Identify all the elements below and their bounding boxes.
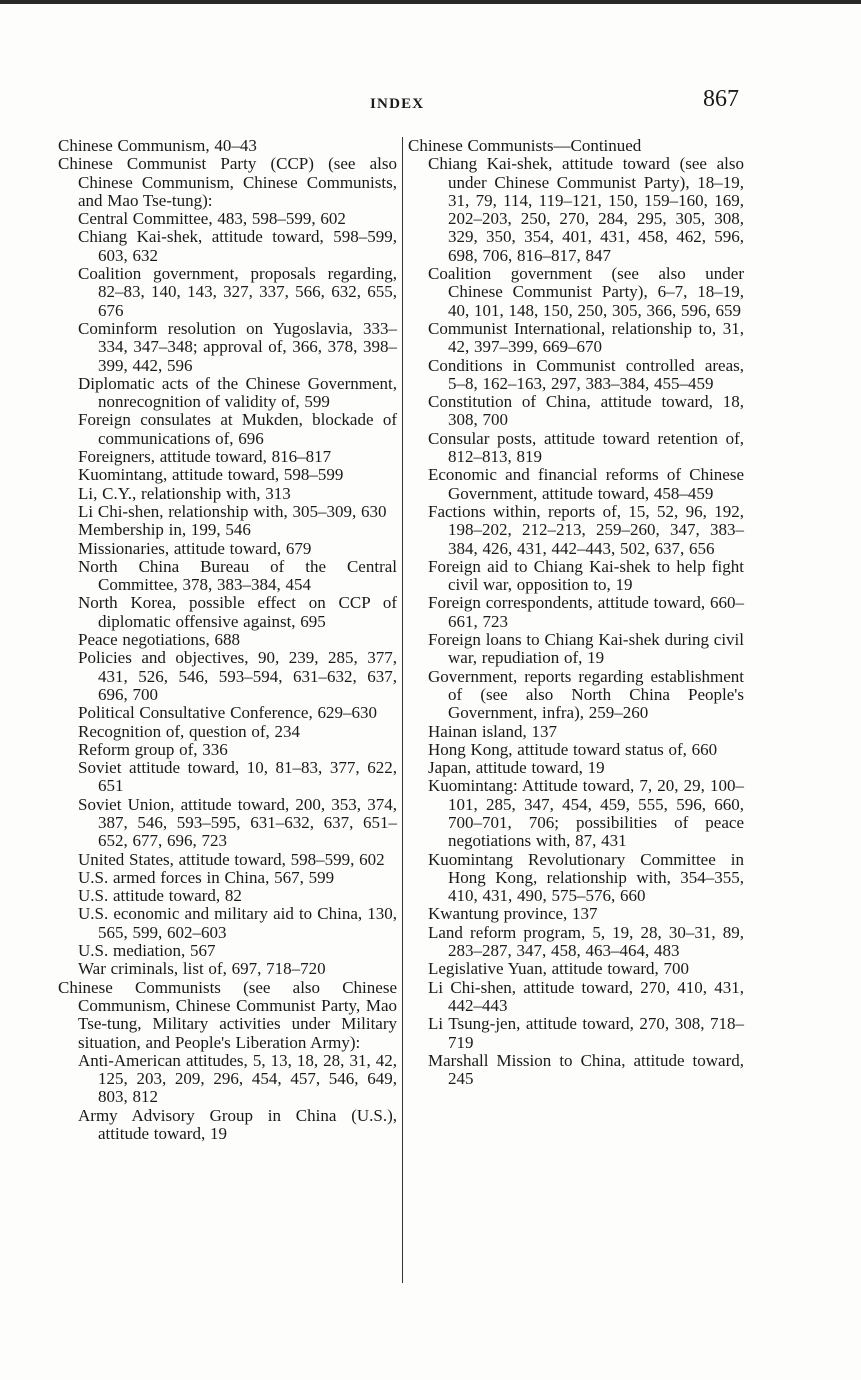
index-subentry: Diplomatic acts of the Chinese Government, nonrecognition of validity of, 599 xyxy=(78,373,397,412)
index-subentry: Government, reports regarding establishment of (see also North China People's Government, infra), 259–260 xyxy=(428,666,744,723)
index-subentry: War criminals, list of, 697, 718–720 xyxy=(78,959,326,979)
index-subentry: U.S. economic and military aid to China, 130, 565, 599, 602–603 xyxy=(78,904,397,942)
index-subentry: Missionaries, attitude toward, 679 xyxy=(78,538,312,558)
index-subentry: Constitution of China, attitude toward, 18, 308, 700 xyxy=(428,392,744,430)
index-subentry: Marshall Mission to China, attitude toward, 245 xyxy=(428,1050,744,1089)
index-subentry: Consular posts, attitude toward retention of, 812–813, 819 xyxy=(428,428,744,467)
index-subentry: Peace negotiations, 688 xyxy=(78,630,240,650)
index-subentry: Japan, attitude toward, 19 xyxy=(428,758,605,778)
index-subentry: Li, C.Y., relationship with, 313 xyxy=(78,483,291,503)
index-heading: Chinese Communists (see also Chinese Communism, Chinese Communist Party, Mao Tse-tung, Military activities under Military situation, and People's Liberation Army): xyxy=(58,977,397,1052)
index-subentry: Chiang Kai-shek, attitude toward, 598–599, 603, 632 xyxy=(78,227,397,265)
index-subentry: Political Consultative Conference, 629–630 xyxy=(78,703,377,723)
index-subentry: Li Chi-shen, attitude toward, 270, 410, 431, 442–443 xyxy=(428,977,744,1015)
top-border xyxy=(0,0,861,4)
index-heading: Chinese Communism, 40–43 xyxy=(58,136,257,155)
index-subentry: Membership in, 199, 546 xyxy=(78,520,251,540)
index-subentry: Hainan island, 137 xyxy=(428,721,557,741)
index-subentry: Anti-American attitudes, 5, 13, 18, 28, 31, 42, 125, 203, 209, 296, 454, 457, 546, 649, 803, 812 xyxy=(78,1050,397,1107)
index-subentry: Reform group of, 336 xyxy=(78,739,228,759)
running-head: INDEX xyxy=(370,96,425,112)
page-number: 867 xyxy=(703,86,739,112)
index-subentry: Kuomintang: Attitude toward, 7, 20, 29, 100–101, 285, 347, 454, 459, 555, 596, 660, 700–701, 706; possibilities of peace negotiations with, 87, 431 xyxy=(428,776,744,851)
index-subentry: Conditions in Communist controlled areas, 5–8, 162–163, 297, 383–384, 455–459 xyxy=(428,355,744,393)
index-subentry: U.S. armed forces in China, 567, 599 xyxy=(78,867,335,887)
index-subentry: Kuomintang, attitude toward, 598–599 xyxy=(78,465,344,485)
index-subentry: Economic and financial reforms of Chinese Government, attitude toward, 458–459 xyxy=(428,465,744,503)
index-subentry: Kwantung province, 137 xyxy=(428,904,598,924)
index-subentry: North China Bureau of the Central Committee, 378, 383–384, 454 xyxy=(78,556,397,595)
index-subentry: Army Advisory Group in China (U.S.), attitude toward, 19 xyxy=(78,1105,397,1144)
index-subentry: Foreign aid to Chiang Kai-shek to help fight civil war, opposition to, 19 xyxy=(428,556,744,595)
index-subentry: U.S. mediation, 567 xyxy=(78,941,216,961)
index-subentry: Li Chi-shen, relationship with, 305–309, 630 xyxy=(78,501,387,521)
index-subentry: Coalition government, proposals regarding, 82–83, 140, 143, 327, 337, 566, 632, 655, 676 xyxy=(78,264,397,320)
index-subentry: North Korea, possible effect on CCP of diplomatic offensive against, 695 xyxy=(78,593,397,631)
index-subentry: Coalition government (see also under Chinese Communist Party), 6–7, 18–19, 40, 101, 148, 150, 250, 305, 366, 596, 659 xyxy=(428,264,744,320)
index-column-right xyxy=(408,137,744,1088)
index-heading: Chinese Communists—Continued xyxy=(408,136,642,155)
index-subentry: Foreign loans to Chiang Kai-shek during civil war, repudiation of, 19 xyxy=(428,630,744,668)
index-subentry: Foreigners, attitude toward, 816–817 xyxy=(78,447,332,467)
index-subentry: Li Tsung-jen, attitude toward, 270, 308, 718–719 xyxy=(428,1014,744,1052)
index-subentry: Policies and objectives, 90, 239, 285, 377, 431, 526, 546, 593–594, 631–632, 637, 696, 700 xyxy=(78,648,397,704)
index-subentry: United States, attitude toward, 598–599, 602 xyxy=(78,849,385,869)
index-subentry: Cominform resolution on Yugoslavia, 333–334, 347–348; approval of, 366, 378, 398–399, 442, 596 xyxy=(78,318,397,375)
index-heading: Chinese Communist Party (CCP) (see also Chinese Communism, Chinese Communists, and Mao Tse-tung): xyxy=(58,154,397,210)
index-subentry: Hong Kong, attitude toward status of, 660 xyxy=(428,739,718,759)
index-subentry: Legislative Yuan, attitude toward, 700 xyxy=(428,959,690,979)
index-subentry: Land reform program, 5, 19, 28, 30–31, 89, 283–287, 347, 458, 463–464, 483 xyxy=(428,922,744,961)
index-column-left xyxy=(58,137,397,1143)
index-subentry: Soviet attitude toward, 10, 81–83, 377, 622, 651 xyxy=(78,758,397,796)
index-subentry: Foreign consulates at Mukden, blockade of communications of, 696 xyxy=(78,410,397,448)
index-subentry: Communist International, relationship to, 31, 42, 397–399, 669–670 xyxy=(428,318,744,357)
index-subentry: Chiang Kai-shek, attitude toward (see also under Chinese Communist Party), 18–19, 31, 79, 114, 119–121, 150, 159–160, 169, 202–203, 250, 270, 284, 295, 305, 308, 329, 350, 354, 401, 431, 458, 462, 596, 698, 706, 816–817, 847 xyxy=(428,154,744,265)
column-divider xyxy=(402,137,403,1283)
index-subentry: Central Committee, 483, 598–599, 602 xyxy=(78,209,346,229)
index-subentry: Foreign correspondents, attitude toward, 660–661, 723 xyxy=(428,593,744,631)
index-subentry: Factions within, reports of, 15, 52, 96, 192, 198–202, 212–213, 259–260, 347, 383–384, 426, 431, 442–443, 502, 637, 656 xyxy=(428,501,744,558)
index-subentry: U.S. attitude toward, 82 xyxy=(78,886,242,906)
index-subentry: Soviet Union, attitude toward, 200, 353, 374, 387, 546, 593–595, 631–632, 637, 651–652, 677, 696, 723 xyxy=(78,794,397,851)
index-subentry: Recognition of, question of, 234 xyxy=(78,721,301,741)
index-subentry: Kuomintang Revolutionary Committee in Hong Kong, relationship with, 354–355, 410, 431, 490, 575–576, 660 xyxy=(428,849,744,906)
page-header xyxy=(0,86,861,120)
